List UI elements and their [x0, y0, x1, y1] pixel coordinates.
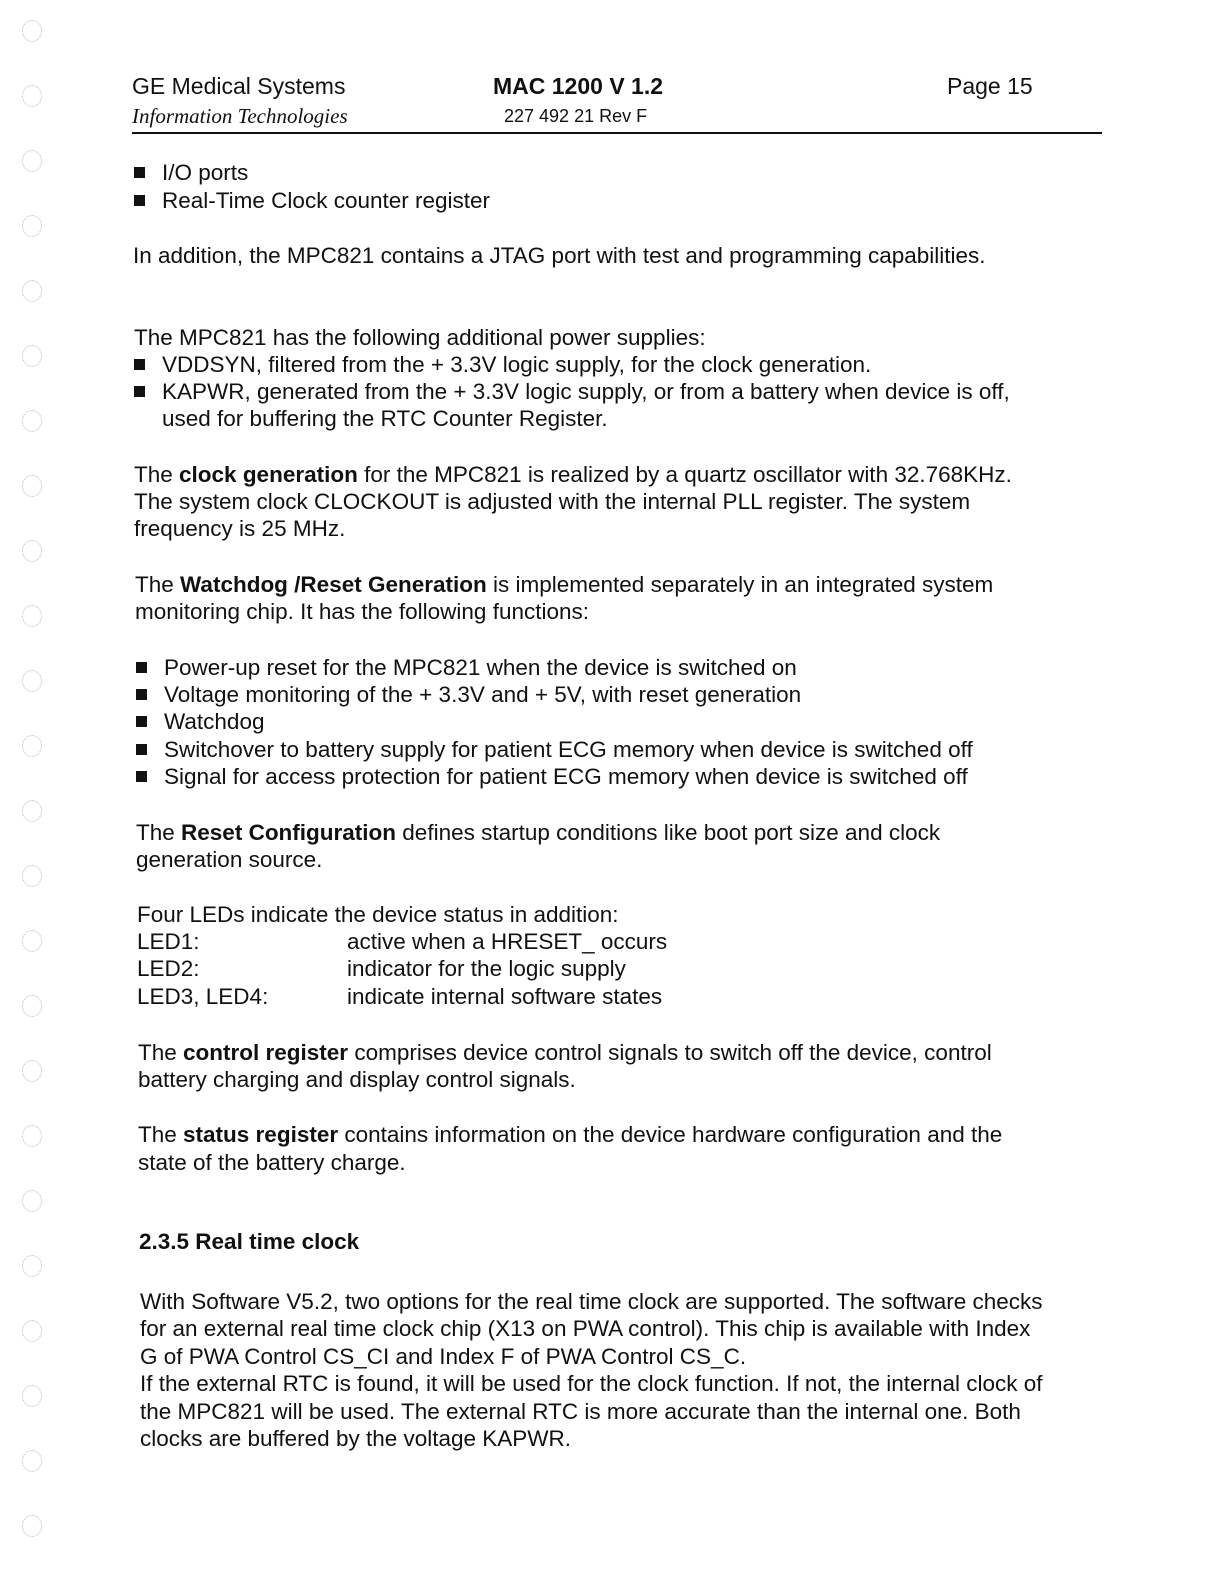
bullet-square-icon: [134, 195, 145, 206]
reset-paragraph-line: The Reset Configuration defines startup conditions like boot port size and clock: [136, 820, 941, 845]
control-paragraph-line: battery charging and display control signals.: [138, 1067, 576, 1092]
header-company: GE Medical Systems: [132, 73, 346, 99]
clock-paragraph-line: frequency is 25 MHz.: [134, 516, 346, 541]
rtc-paragraph-line: for an external real time clock chip (X13 on PWA control). This chip is available with Index: [140, 1316, 1031, 1341]
led-description: indicator for the logic supply: [347, 956, 626, 981]
led-label: LED1:: [137, 929, 200, 954]
bullet-square-icon: [136, 771, 147, 782]
control-paragraph-line: The control register comprises device control signals to switch off the device, control: [138, 1040, 992, 1065]
rtc-paragraph-line: clocks are buffered by the voltage KAPWR.: [140, 1426, 572, 1451]
rtc-paragraph-line: G of PWA Control CS_CI and Index F of PWA Control CS_C.: [140, 1344, 747, 1369]
bullet-square-icon: [134, 359, 145, 370]
header-page-number: Page 15: [947, 73, 1033, 99]
rtc-paragraph-line: If the external RTC is found, it will be used for the clock function. If not, the internal clock of: [140, 1371, 1043, 1396]
led-label: LED3, LED4:: [137, 984, 269, 1009]
jtag-paragraph: In addition, the MPC821 contains a JTAG port with test and programming capabilities.: [133, 243, 986, 268]
document-page: GE Medical Systems Information Technologies MAC 1200 V 1.2 227 492 21 Rev F Page 15 I/O ports Real-Time Clock counter register In addition, the MPC821 contains a JTAG port with test and programming capabilities. The MPC821 has the following additional power supplies: VDDSYN, filtered from the + 3.3V logic supply, for the clock generation. KAPWR, generated from the + 3.3V logic supply, or from a battery when device is off, used for buffering the RTC Counter Register. The clock generation for the MPC821 is realized by a quartz oscillator with 32.768KHz. The system clock CLOCKOUT is adjusted with the internal PLL register. The system frequency is 25 MHz. The Watchdog /Reset Generation is implemented separately in an integrated system monitoring chip. It has the following functions: Power-up reset for the MPC821 when the device is switched on Voltage monitoring of the + 3.3V and + 5V, with reset generation Watchdog Switchover to battery supply for patient ECG memory when device is switched off Signal for access protection for patient ECG memory when device is switched off The Reset Configuration defines startup conditions like boot port size and clock generation source. Four LEDs indicate the device status in addition: LED1: active when a HRESET_ occurs LED2: indicator for the logic supply LED3, LED4: indicate internal software states The control register comprises device control signals to switch off the device, control battery charging and display control signals. The status register contains information on the device hardware configuration and the state of the battery charge. 2.3.5 Real time clock With Software V5.2, two options for the real time clock are supported. The software checks for an external real time clock chip (X13 on PWA control). This chip is available with Index G of PWA Control CS_CI and Index F of PWA Control CS_C. If the external RTC is found, it will be used for the clock function. If not, the internal clock of the MPC821 will be used. The external RTC is more accurate than the internal one. Both clocks are buffered by the voltage KAPWR.: [0, 0, 1222, 1580]
clock-paragraph-line: The system clock CLOCKOUT is adjusted with the internal PLL register. The system: [134, 489, 971, 514]
bullet-square-icon: [136, 744, 147, 755]
header-title: MAC 1200 V 1.2: [493, 73, 664, 99]
bullet-square-icon: [136, 716, 147, 727]
status-paragraph-line: The status register contains information on the device hardware configuration and the: [138, 1122, 1003, 1147]
clock-paragraph-line: The clock generation for the MPC821 is realized by a quartz oscillator with 32.768KHz.: [134, 462, 1012, 487]
scan-margin-artifacts: [8, 20, 52, 1560]
bullet-square-icon: [136, 689, 147, 700]
section-heading: 2.3.5 Real time clock: [139, 1229, 360, 1254]
reset-paragraph-line: generation source.: [136, 847, 323, 872]
page-header: [132, 73, 1102, 135]
bullet-square-icon: [134, 167, 145, 178]
watchdog-paragraph-line: The Watchdog /Reset Generation is implemented separately in an integrated system: [135, 572, 994, 597]
watchdog-paragraph-line: monitoring chip. It has the following functions:: [135, 599, 589, 624]
led-label: LED2:: [137, 956, 200, 981]
header-department: Information Technologies: [132, 104, 348, 128]
header-rule: [132, 132, 1102, 134]
led-description: indicate internal software states: [347, 984, 663, 1009]
leds-intro: Four LEDs indicate the device status in addition:: [137, 902, 619, 927]
status-paragraph-line: state of the battery charge.: [138, 1150, 406, 1175]
bullet-square-icon: [136, 662, 147, 673]
power-bullet-continuation: used for buffering the RTC Counter Register.: [162, 406, 608, 431]
header-doc-number: 227 492 21 Rev F: [504, 106, 648, 126]
bullet-square-icon: [134, 386, 145, 397]
led-description: active when a HRESET_ occurs: [347, 929, 668, 954]
rtc-paragraph-line: With Software V5.2, two options for the real time clock are supported. The software checks: [140, 1289, 1043, 1314]
rtc-paragraph-line: the MPC821 will be used. The external RTC is more accurate than the internal one. Both: [140, 1399, 1021, 1424]
power-intro: The MPC821 has the following additional power supplies:: [134, 325, 706, 350]
